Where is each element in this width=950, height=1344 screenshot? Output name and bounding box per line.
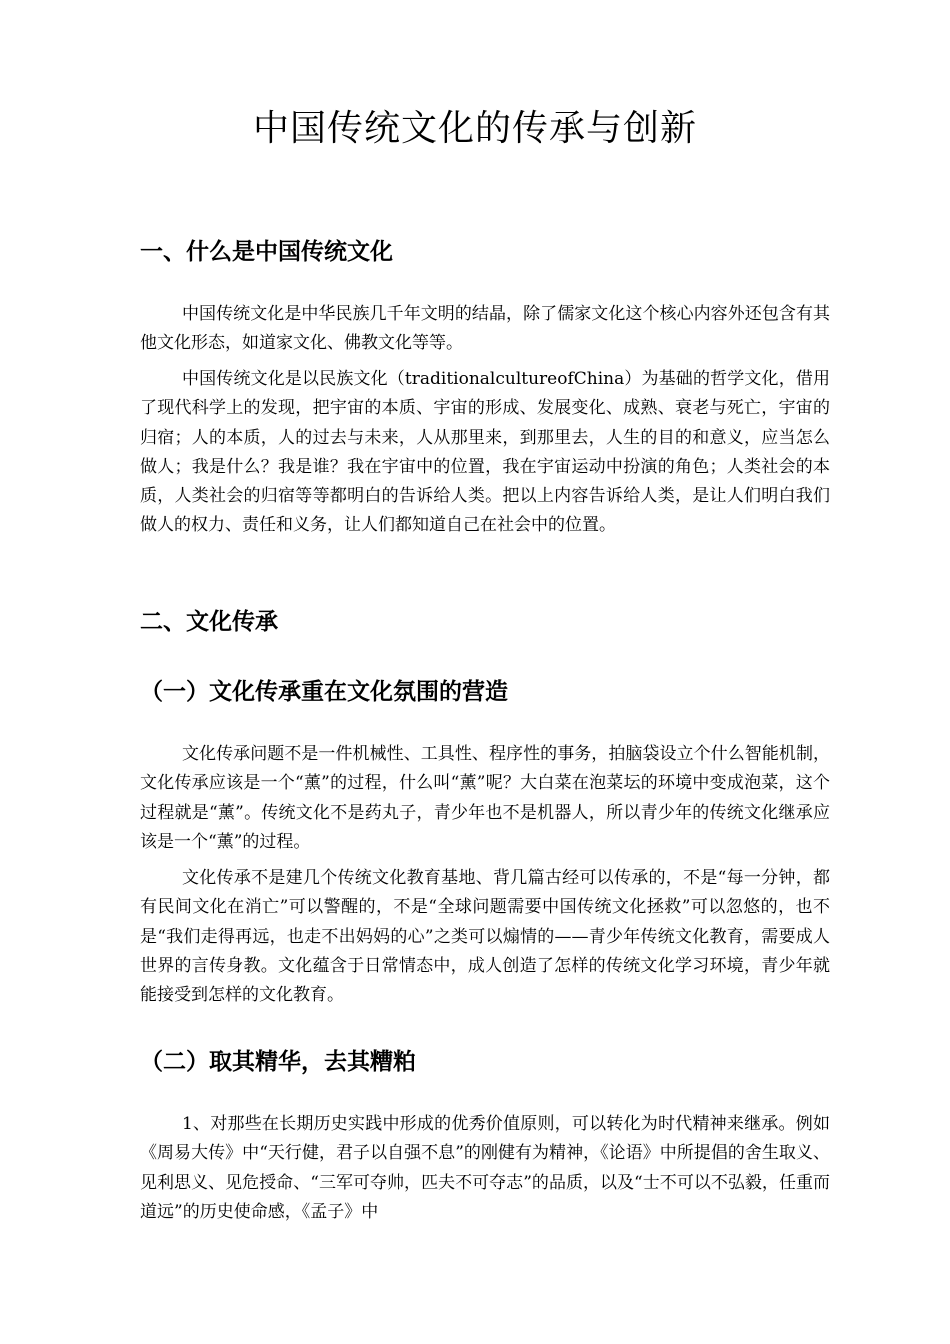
paragraph-value-principles: 1、对那些在长期历史实践中形成的优秀价值原则，可以转化为时代精神来继承。例如《周易大传》中“天行健，君子以自强不息”的刚健有为精神，《论语》中所提倡的舍生取义、见利思义、见危授命、“三军可夺帅，匹夫不可夺志”的品质，以及“士不可以不弘毅，任重而道远”的历史使命感，《孟子》中 (140, 1114, 830, 1222)
section-heading-what-is-traditional-culture: 一、什么是中国传统文化 (140, 239, 393, 265)
subsection-heading-essence: （二）取其精华，去其糟粕 (140, 1049, 416, 1075)
paragraph-philosophy: 中国传统文化是以民族文化（traditionalcultureofChina）为基础的哲学文化，借用了现代科学上的发现，把宇宙的本质、宇宙的形成、发展变化、成熟、衰老与死亡，宇宙的归宿；人的本质，人的过去与未来，人从那里来，到那里去，人生的目的和意义，应当怎么做人；我是什么？我是谁？我在宇宙中的位置，我在宇宙运动中扮演的角色；人类社会的本质，人类社会的归宿等等都明白的告诉给人类。把以上内容告诉给人类，是让人们明白我们做人的权力、责任和义务，让人们都知道自己在社会中的位置。 (140, 369, 830, 536)
paragraph-definition: 中国传统文化是中华民族几千年文明的结晶，除了儒家文化这个核心内容外还包含有其他文化形态，如道家文化、佛教文化等等。 (140, 304, 830, 354)
document-title: 中国传统文化的传承与创新 (252, 108, 697, 149)
section-heading-cultural-inheritance: 二、文化传承 (140, 609, 278, 635)
paragraph-adult-example: 文化传承不是建几个传统文化教育基地、背几篇古经可以传承的，不是“每一分钟，都有民间文化在消亡”可以警醒的，不是“全球问题需要中国传统文化拯救”可以忽悠的，也不是“我们走得再远，也走不出妈妈的心”之类可以煽情的——青少年传统文化教育，需要成人世界的言传身教。文化蕴含于日常情态中，成人创造了怎样的传统文化学习环境，青少年就能接受到怎样的文化教育。 (140, 868, 830, 1006)
paragraph-xun-process: 文化传承问题不是一件机械性、工具性、程序性的事务，拍脑袋设立个什么智能机制，文化传承应该是一个“薰”的过程，什么叫“薰”呢？大白菜在泡菜坛的环境中变成泡菜，这个过程就是“薰”。传统文化不是药丸子，青少年也不是机器人，所以青少年的传统文化继承应该是一个“薰”的过程。 (140, 744, 830, 852)
subsection-heading-atmosphere: （一）文化传承重在文化氛围的营造 (140, 679, 508, 705)
